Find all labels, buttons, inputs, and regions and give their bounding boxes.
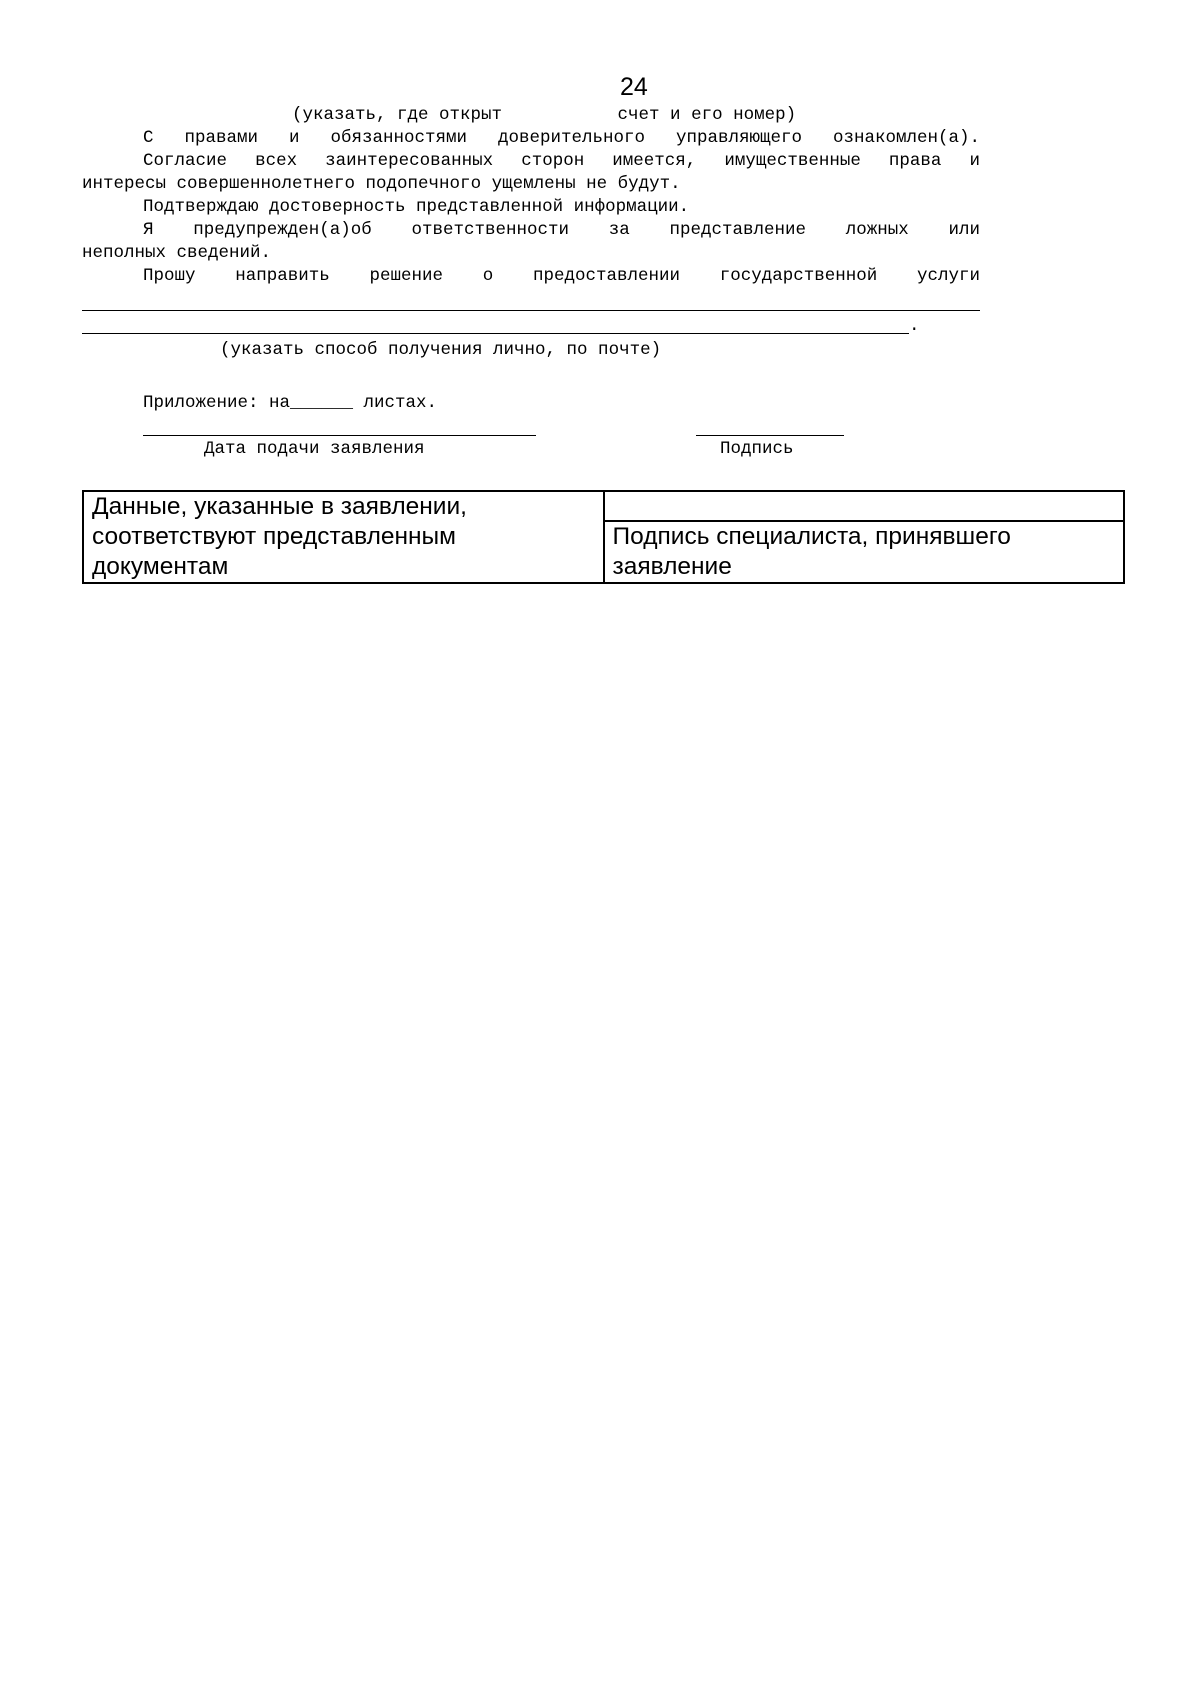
- warned-paragraph-line2: неполных сведений.: [82, 243, 272, 263]
- date-signature-line: [143, 435, 536, 436]
- signature-caption: Подпись: [720, 439, 794, 459]
- warned-paragraph-line1: Я предупрежден(а)об ответственности за представление ложных или: [143, 220, 980, 240]
- signature-line: [696, 435, 844, 436]
- consent-paragraph-line2: интересы совершеннолетнего подопечного ущемлены не будут.: [82, 174, 681, 194]
- request-paragraph: Прошу направить решение о предоставлении государственной услуги: [143, 266, 980, 286]
- verification-right-top-cell: [604, 491, 1125, 521]
- line-end-mark: .: [909, 316, 920, 336]
- request-fill-line-2: [82, 333, 909, 334]
- verification-left-cell: Данные, указанные в заявлении, соответствуют представленным документам: [83, 491, 604, 583]
- verification-table: [82, 490, 1125, 584]
- delivery-hint: (указать способ получения лично, по почте): [220, 340, 662, 360]
- verification-right-bottom-cell: Подпись специалиста, принявшего заявление: [604, 521, 1125, 583]
- account-hint: (указать, где открыт счет и его номер): [292, 105, 797, 125]
- attachment-line: Приложение: на______ листах.: [143, 393, 438, 413]
- date-caption: Дата подачи заявления: [204, 439, 425, 459]
- consent-paragraph-line1: Согласие всех заинтересованных сторон имеется, имущественные права и: [143, 151, 980, 171]
- request-fill-line-1: [82, 310, 980, 311]
- rights-paragraph: С правами и обязанностями доверительного управляющего ознакомлен(а).: [143, 128, 980, 148]
- confirm-paragraph: Подтверждаю достоверность представленной информации.: [143, 197, 690, 217]
- page-number: 24: [620, 73, 648, 101]
